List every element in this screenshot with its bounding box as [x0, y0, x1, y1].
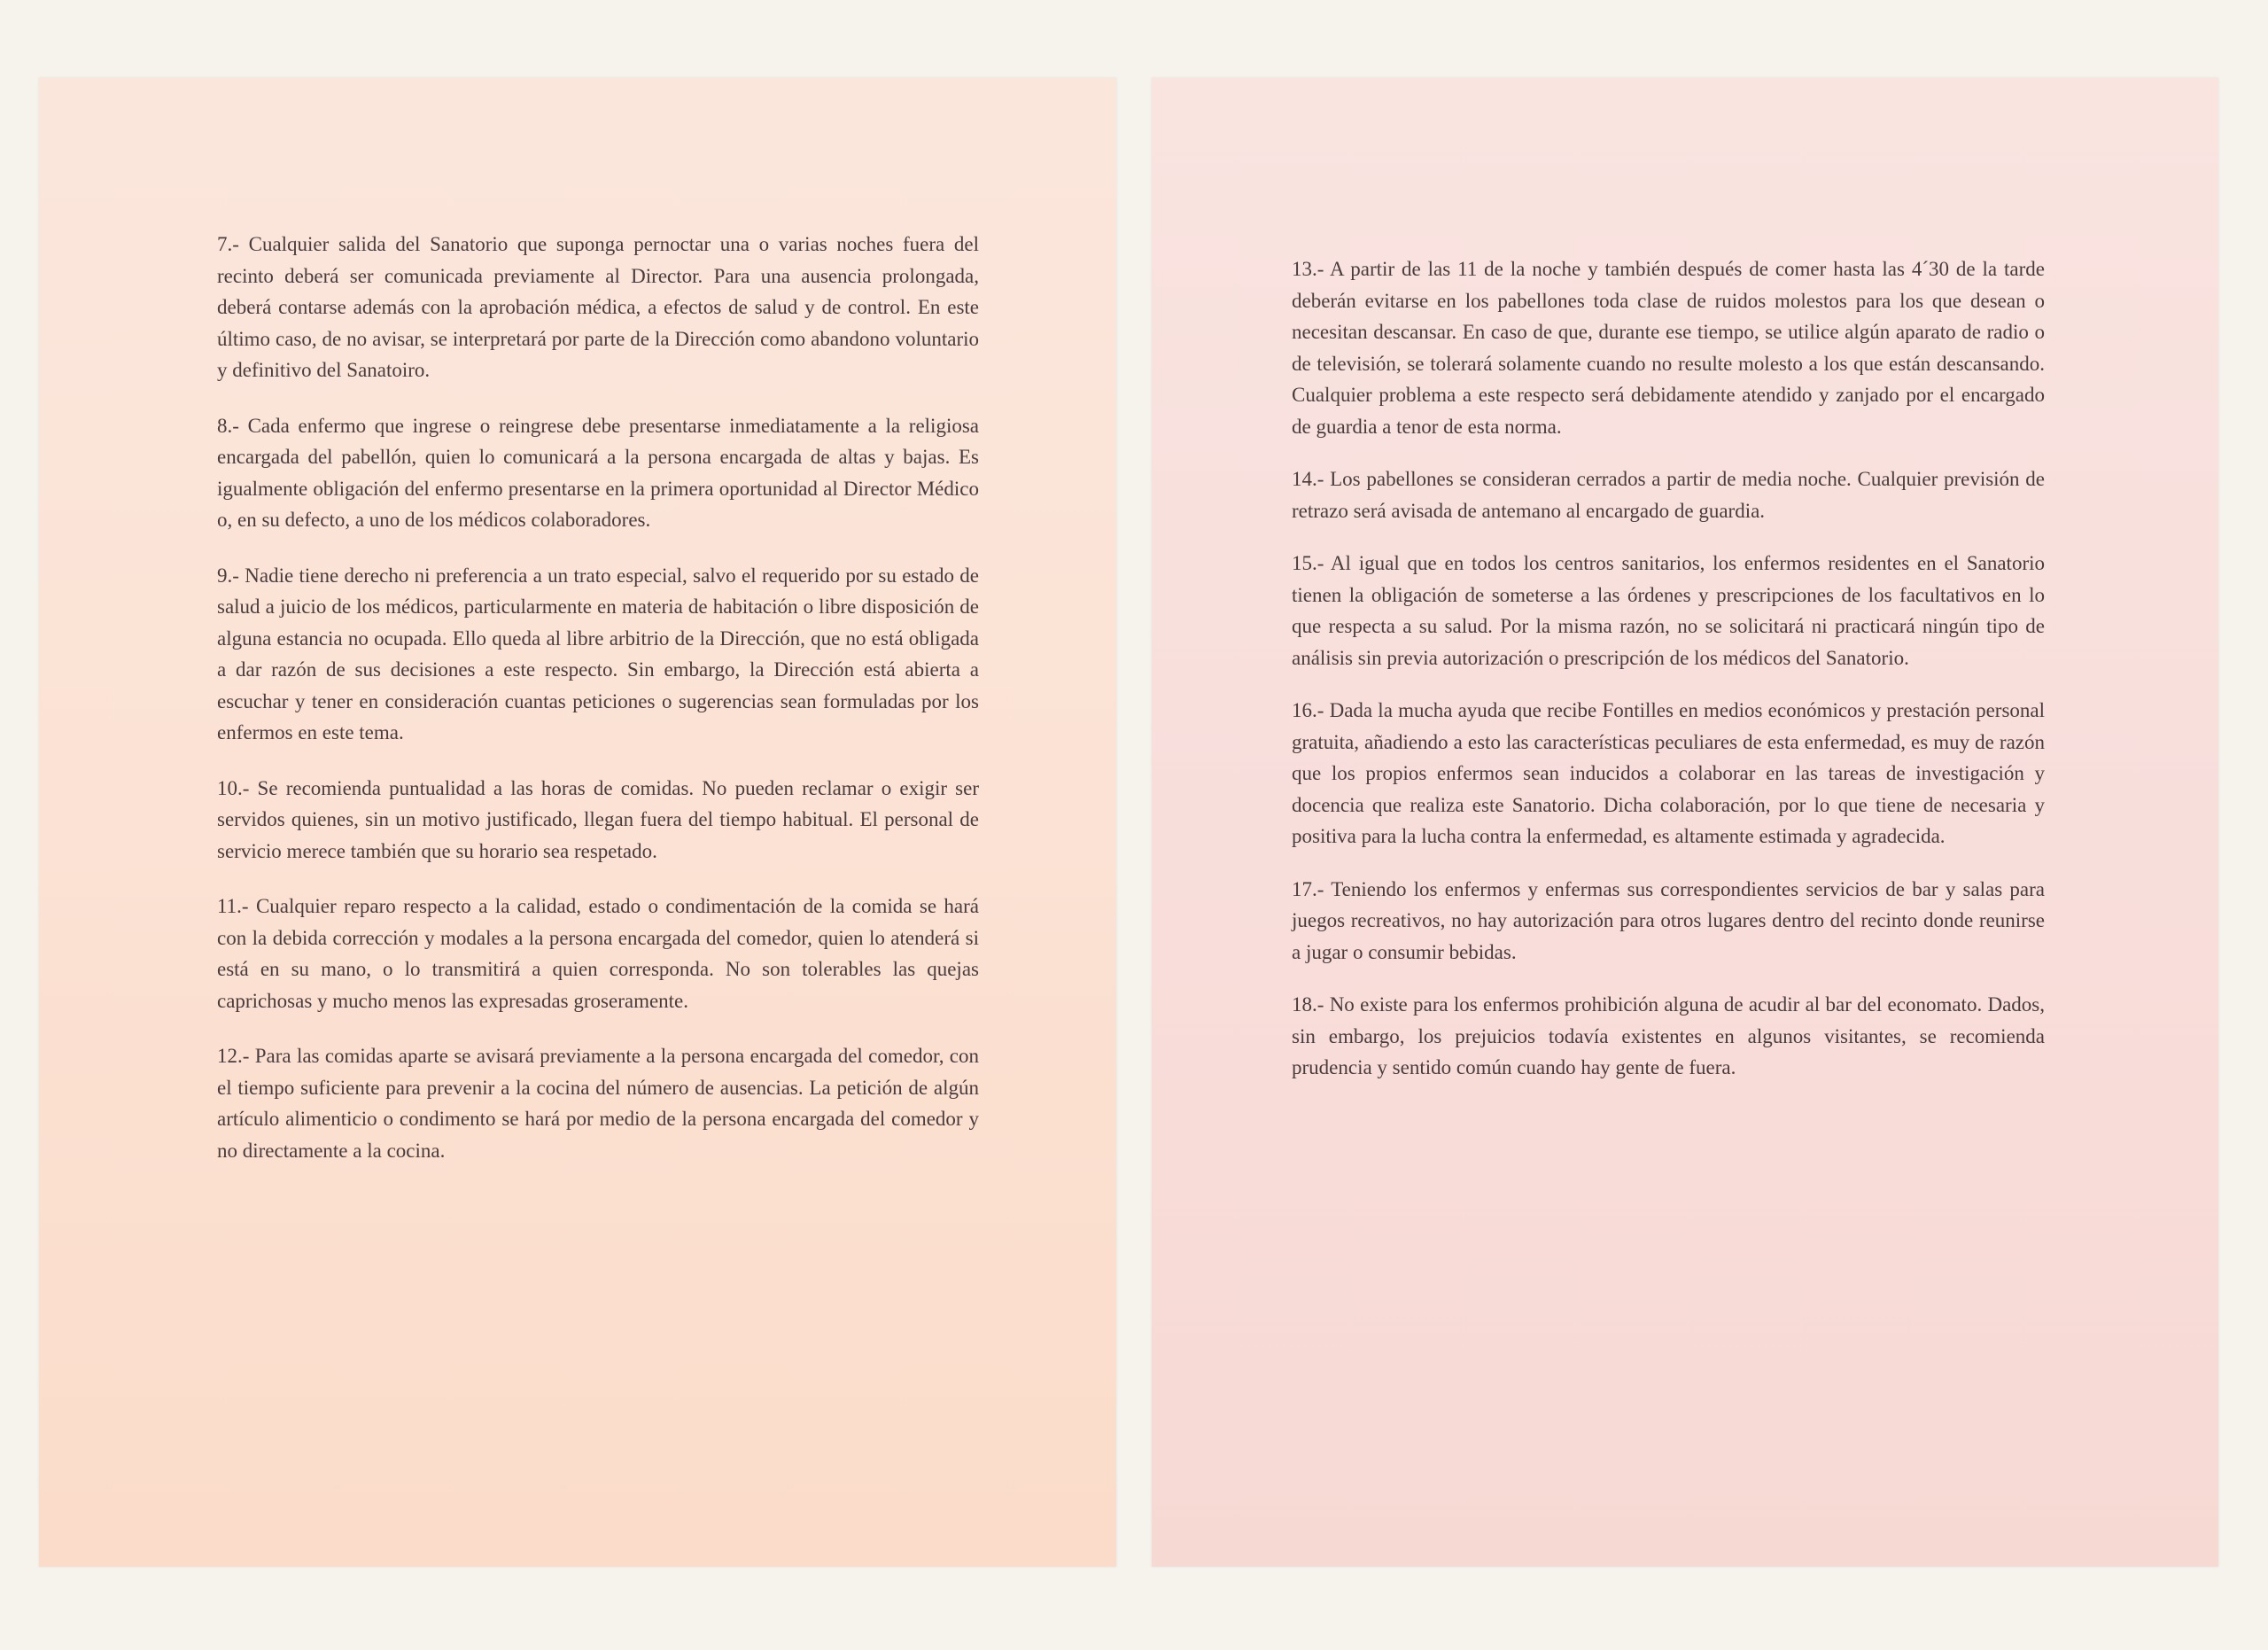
rule-15-paragraph: 15.- Al igual que en todos los centros sanitarios, los enfermos residentes en el Sanatorio tienen la obligación de someterse a las órdenes y prescripciones de los facultativos en lo que respecta a su salud. Por la misma razón, no se solicitará ni practicará ningún tipo de análisis sin previa autorización o prescripción de los médicos del Sanatorio.	[1292, 552, 2045, 669]
rule-12-paragraph: 12.- Para las comidas aparte se avisará previamente a la persona encargada del comedor, con el tiempo suficiente para prevenir a la cocina del número de ausencias. La petición de algún artículo alimenticio o condimento se hará por medio de la persona encargada del comedor y no directamente a la cocina.	[217, 1045, 979, 1162]
left-page	[39, 78, 1116, 1567]
rule-14-paragraph: 14.- Los pabellones se consideran cerrados a partir de media noche. Cualquier previsión de retrazo será avisada de antemano al encargado de guardia.	[1292, 468, 2045, 522]
rule-16-paragraph: 16.- Dada la mucha ayuda que recibe Fontilles en medios económicos y prestación personal gratuita, añadiendo a esto las características peculiares de esta enfermedad, es muy de razón que los propios enfermos sean inducidos a colaborar en las tareas de investigación y docencia que realiza este Sanatorio. Dicha colaboración, por lo que tiene de necesaria y positiva para la lucha contra la enfermedad, es altamente estimada y agradecida.	[1292, 699, 2045, 847]
rule-9-paragraph: 9.- Nadie tiene derecho ni preferencia a un trato especial, salvo el requerido por su estado de salud a juicio de los médicos, particularmente en materia de habitación o libre disposición de alguna estancia no ocupada. Ello queda al libre arbitrio de la Dirección, que no está obligada a dar razón de sus decisiones a este respecto. Sin embargo, la Dirección está abierta a escuchar y tener en consideración cuantas peticiones o sugerencias sean formuladas por los enfermos en este tema.	[217, 564, 979, 743]
rule-17-paragraph: 17.- Teniendo los enfermos y enfermas sus correspondientes servicios de bar y salas para juegos recreativos, no hay autorización para otros lugares dentro del recinto donde reunirse a jugar o consumir bebidas.	[1292, 877, 2045, 963]
rule-8-paragraph: 8.- Cada enfermo que ingrese o reingrese debe presentarse inmediatamente a la religiosa encargada del pabellón, quien lo comunicará a la persona encargada de altas y bajas. Es igualmente obligación del enfermo presentarse en la primera oportunidad al Director Médico o, en su defecto, a uno de los médicos colaboradores.	[217, 414, 979, 531]
rule-10-paragraph: 10.- Se recomienda puntualidad a las horas de comidas. No pueden reclamar o exigir ser servidos quienes, sin un motivo justificado, llegan fuera del tiempo habitual. El personal de servicio merece también que su horario sea respetado.	[217, 776, 979, 862]
rule-13-paragraph: 13.- A partir de las 11 de la noche y también después de comer hasta las 4´30 de la tarde deberán evitarse en los pabellones toda clase de ruidos molestos para los que desean o necesitan descansar. En caso de que, durante ese tiempo, se utilice algún aparato de radio o de televisión, se tolerará solamente cuando no resulte molesto a los que están descansando. Cualquier problema a este respecto será debidamente atendido y zanjado por el encargado de guardia a tenor de esta norma.	[1292, 258, 2045, 438]
rule-11-paragraph: 11.- Cualquier reparo respecto a la calidad, estado o condimentación de la comida se hará con la debida corrección y modales a la persona encargada del comedor, quien lo atenderá si está en su mano, o lo transmitirá a quien corresponda. No son tolerables las quejas caprichosas y mucho menos las expresadas groseramente.	[217, 895, 979, 1012]
rule-7-paragraph: 7.- Cualquier salida del Sanatorio que suponga pernoctar una o varias noches fuera del recinto deberá ser comunicada previamente al Director. Para una ausencia prolongada, deberá contarse además con la aprobación médica, a efectos de salud y de control. En este último caso, de no avisar, se interpretará por parte de la Dirección como abandono voluntario y definitivo del Sanatoiro.	[217, 233, 979, 381]
rule-18-paragraph: 18.- No existe para los enfermos prohibición alguna de acudir al bar del economato. Dados, sin embargo, los prejuicios todavía existentes en algunos visitantes, se recomienda prudencia y sentido común cuando hay gente de fuera.	[1292, 993, 2045, 1078]
right-page	[1152, 78, 2218, 1567]
